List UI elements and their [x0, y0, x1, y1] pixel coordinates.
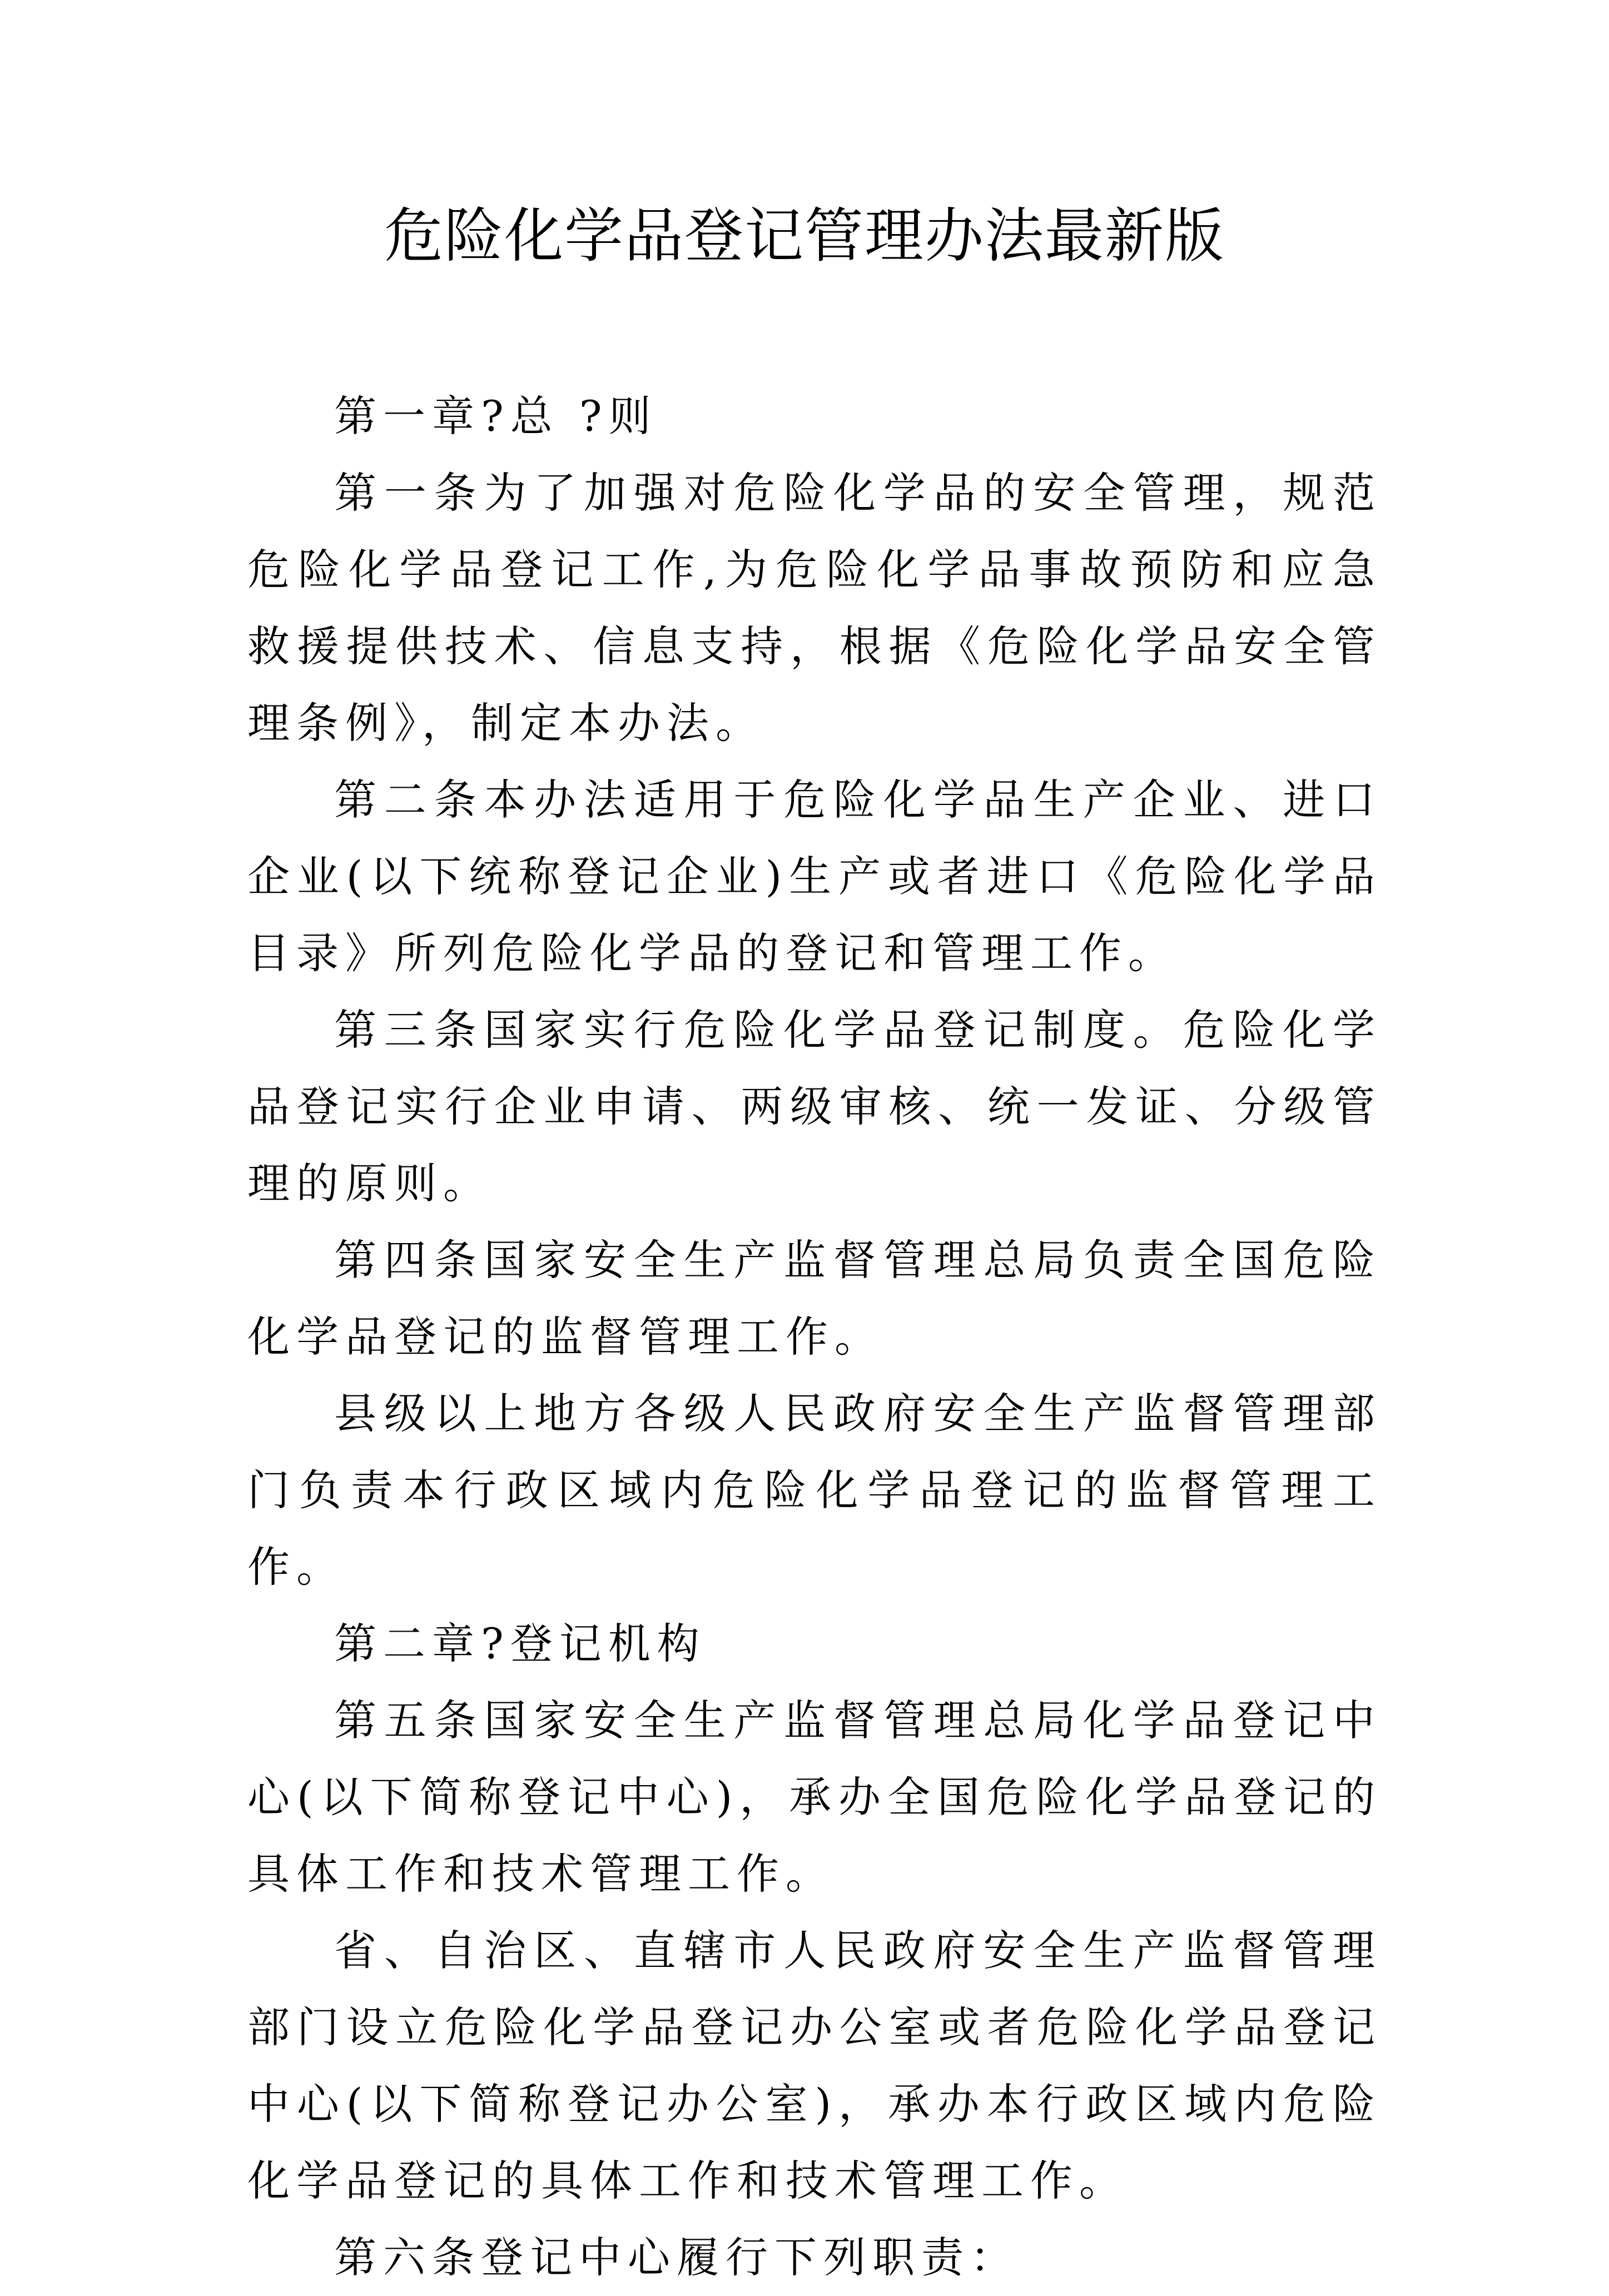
document-body — [247, 378, 1382, 2296]
article-paragraph: 县级以上地方各级人民政府安全生产监督管理部门负责本行政区域内危险化学品登记的监督管理工作。 — [247, 1389, 1382, 1592]
article-paragraph: 第四条国家安全生产监督管理总局负责全国危险化学品登记的监督管理工作。 — [247, 1235, 1382, 1361]
chapter-heading: 第一章?总 ?则 — [334, 391, 658, 441]
document-title: 危险化学品登记管理办法最新版 — [384, 202, 1225, 270]
article-paragraph: 第三条国家实行危险化学品登记制度。危险化学品登记实行企业申请、两级审核、统一发证、分级管理的原则。 — [247, 1005, 1382, 1208]
article-paragraph: 第五条国家安全生产监督管理总局化学品登记中心(以下简称登记中心)，承办全国危险化学品登记的具体工作和技术管理工作。 — [247, 1696, 1382, 1899]
chapter-heading: 第二章?登记机构 — [334, 1619, 706, 1668]
article-paragraph: 第六条登记中心履行下列职责： — [334, 2233, 1019, 2282]
article-paragraph: 第一条为了加强对危险化学品的安全管理，规范危险化学品登记工作,为危险化学品事故预防和应急救援提供技术、信息支持，根据《危险化学品安全管理条例》，制定本办法。 — [247, 468, 1382, 748]
article-paragraph: 第二条本办法适用于危险化学品生产企业、进口企业(以下统称登记企业)生产或者进口《危险化学品目录》所列危险化学品的登记和管理工作。 — [247, 775, 1382, 978]
article-paragraph: 省、自治区、直辖市人民政府安全生产监督管理部门设立危险化学品登记办公室或者危险化学品登记中心(以下简称登记办公室)，承办本行政区域内危险化学品登记的具体工作和技术管理工作。 — [247, 1926, 1382, 2205]
